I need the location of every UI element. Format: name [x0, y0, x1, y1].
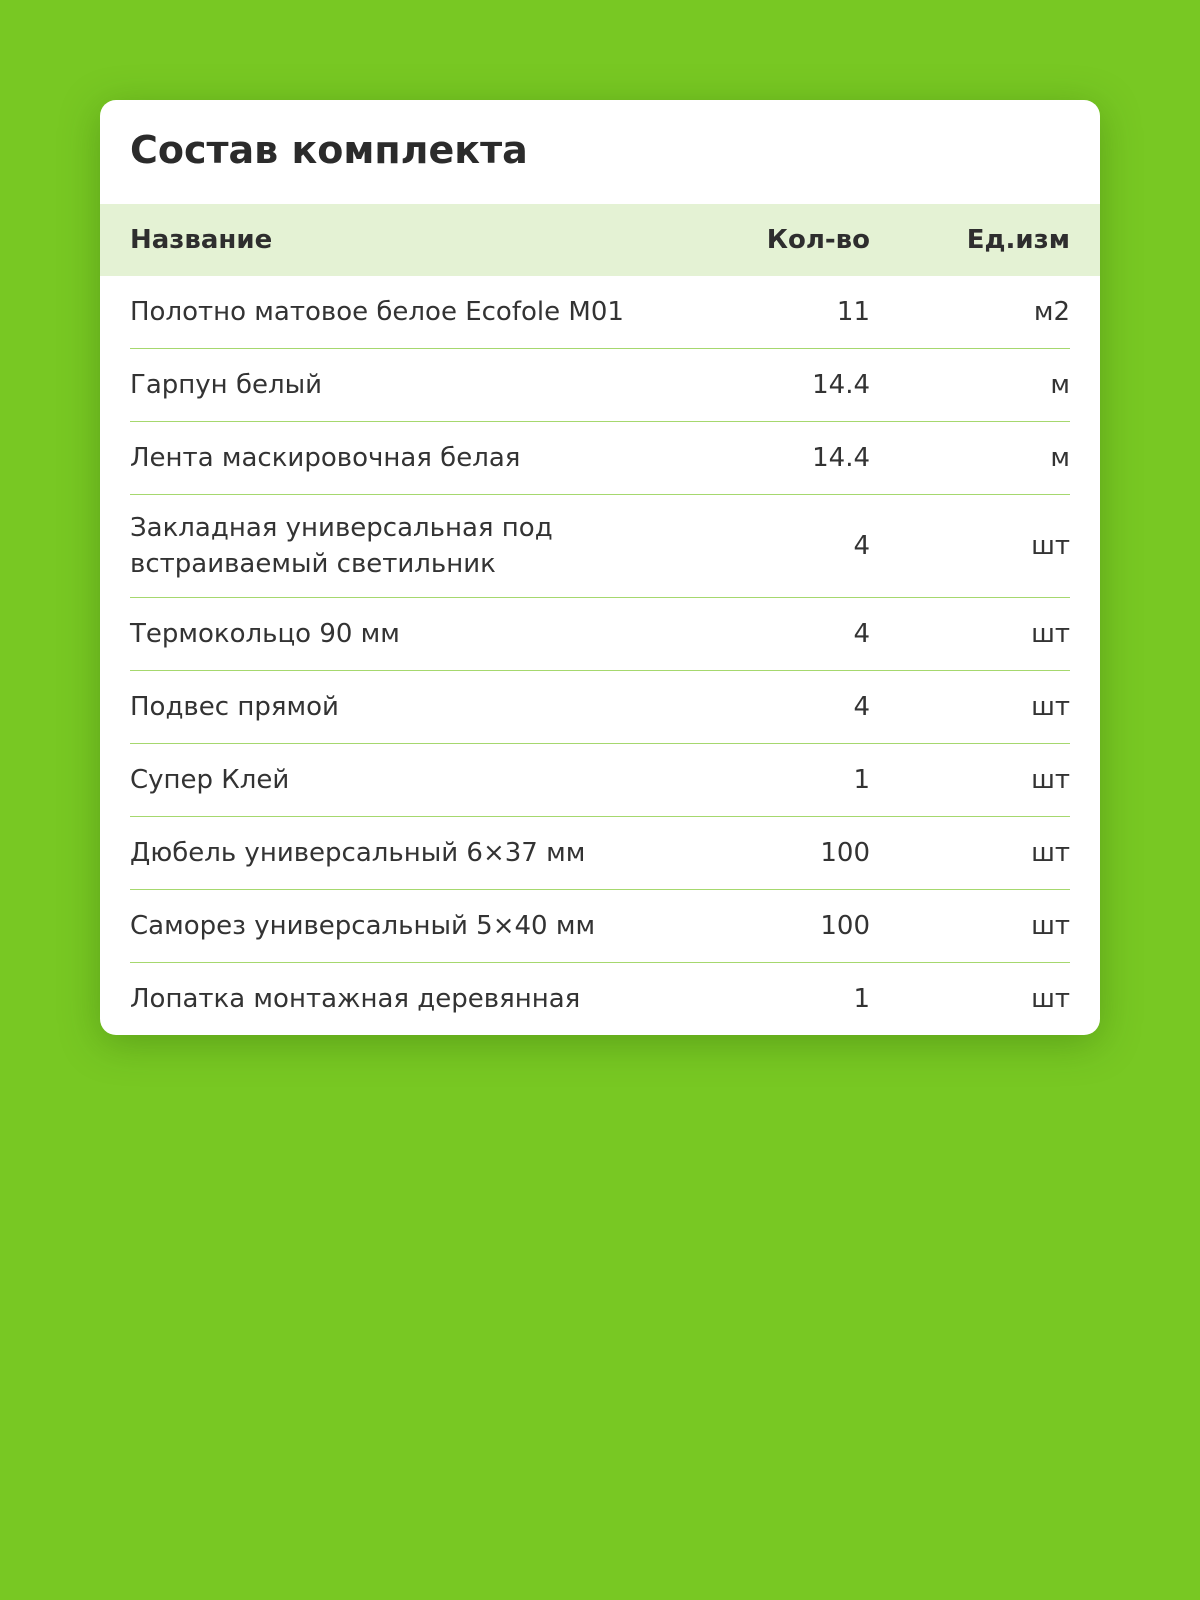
- cell-name: Лопатка монтажная деревянная: [130, 984, 581, 1014]
- cell-unit: м: [1050, 443, 1070, 473]
- cell-qty: 4: [853, 619, 870, 649]
- cell-unit: шт: [1031, 838, 1070, 868]
- cell-unit: шт: [1031, 619, 1070, 649]
- table-row: [130, 963, 1070, 1035]
- card-title: Состав комплекта: [130, 128, 528, 172]
- column-header-name: Название: [130, 225, 273, 255]
- cell-name: Закладная универсальная под встраиваемый светильник: [130, 513, 553, 579]
- cell-name: Полотно матовое белое Ecofole M01: [130, 297, 624, 327]
- table-row: [130, 422, 1070, 495]
- cell-unit: шт: [1031, 765, 1070, 795]
- table-header: [100, 204, 1100, 276]
- table-row: [130, 890, 1070, 963]
- cell-qty: 14.4: [812, 443, 870, 473]
- cell-qty: 100: [820, 911, 870, 941]
- table-row: [130, 744, 1070, 817]
- table-row: [130, 349, 1070, 422]
- cell-name: Термокольцо 90 мм: [130, 619, 400, 649]
- cell-name: Лента маскировочная белая: [130, 443, 521, 473]
- cell-qty: 4: [853, 692, 870, 722]
- cell-unit: шт: [1031, 692, 1070, 722]
- cell-name: Дюбель универсальный 6×37 мм: [130, 838, 586, 868]
- cell-qty: 11: [836, 297, 870, 327]
- cell-unit: шт: [1031, 911, 1070, 941]
- cell-qty: 14.4: [812, 370, 870, 400]
- cell-name: Супер Клей: [130, 765, 290, 795]
- cell-qty: 1: [853, 765, 870, 795]
- cell-qty: 4: [853, 531, 870, 561]
- cell-unit: шт: [1031, 984, 1070, 1014]
- cell-name: Подвес прямой: [130, 692, 339, 722]
- cell-name: Саморез универсальный 5×40 мм: [130, 911, 596, 941]
- cell-unit: шт: [1031, 531, 1070, 561]
- table-row: [130, 671, 1070, 744]
- column-header-qty: Кол-во: [766, 225, 870, 255]
- cell-unit: м2: [1033, 297, 1070, 327]
- table-row: [130, 817, 1070, 890]
- cell-unit: м: [1050, 370, 1070, 400]
- cell-qty: 100: [820, 838, 870, 868]
- cell-name: Гарпун белый: [130, 370, 323, 400]
- table-body: [130, 276, 1070, 1035]
- table-row: [130, 495, 1070, 598]
- table-row: [130, 276, 1070, 349]
- table-row: [130, 598, 1070, 671]
- cell-qty: 1: [853, 984, 870, 1014]
- column-header-unit: Ед.изм: [966, 225, 1070, 255]
- kit-composition-card: [100, 100, 1100, 1035]
